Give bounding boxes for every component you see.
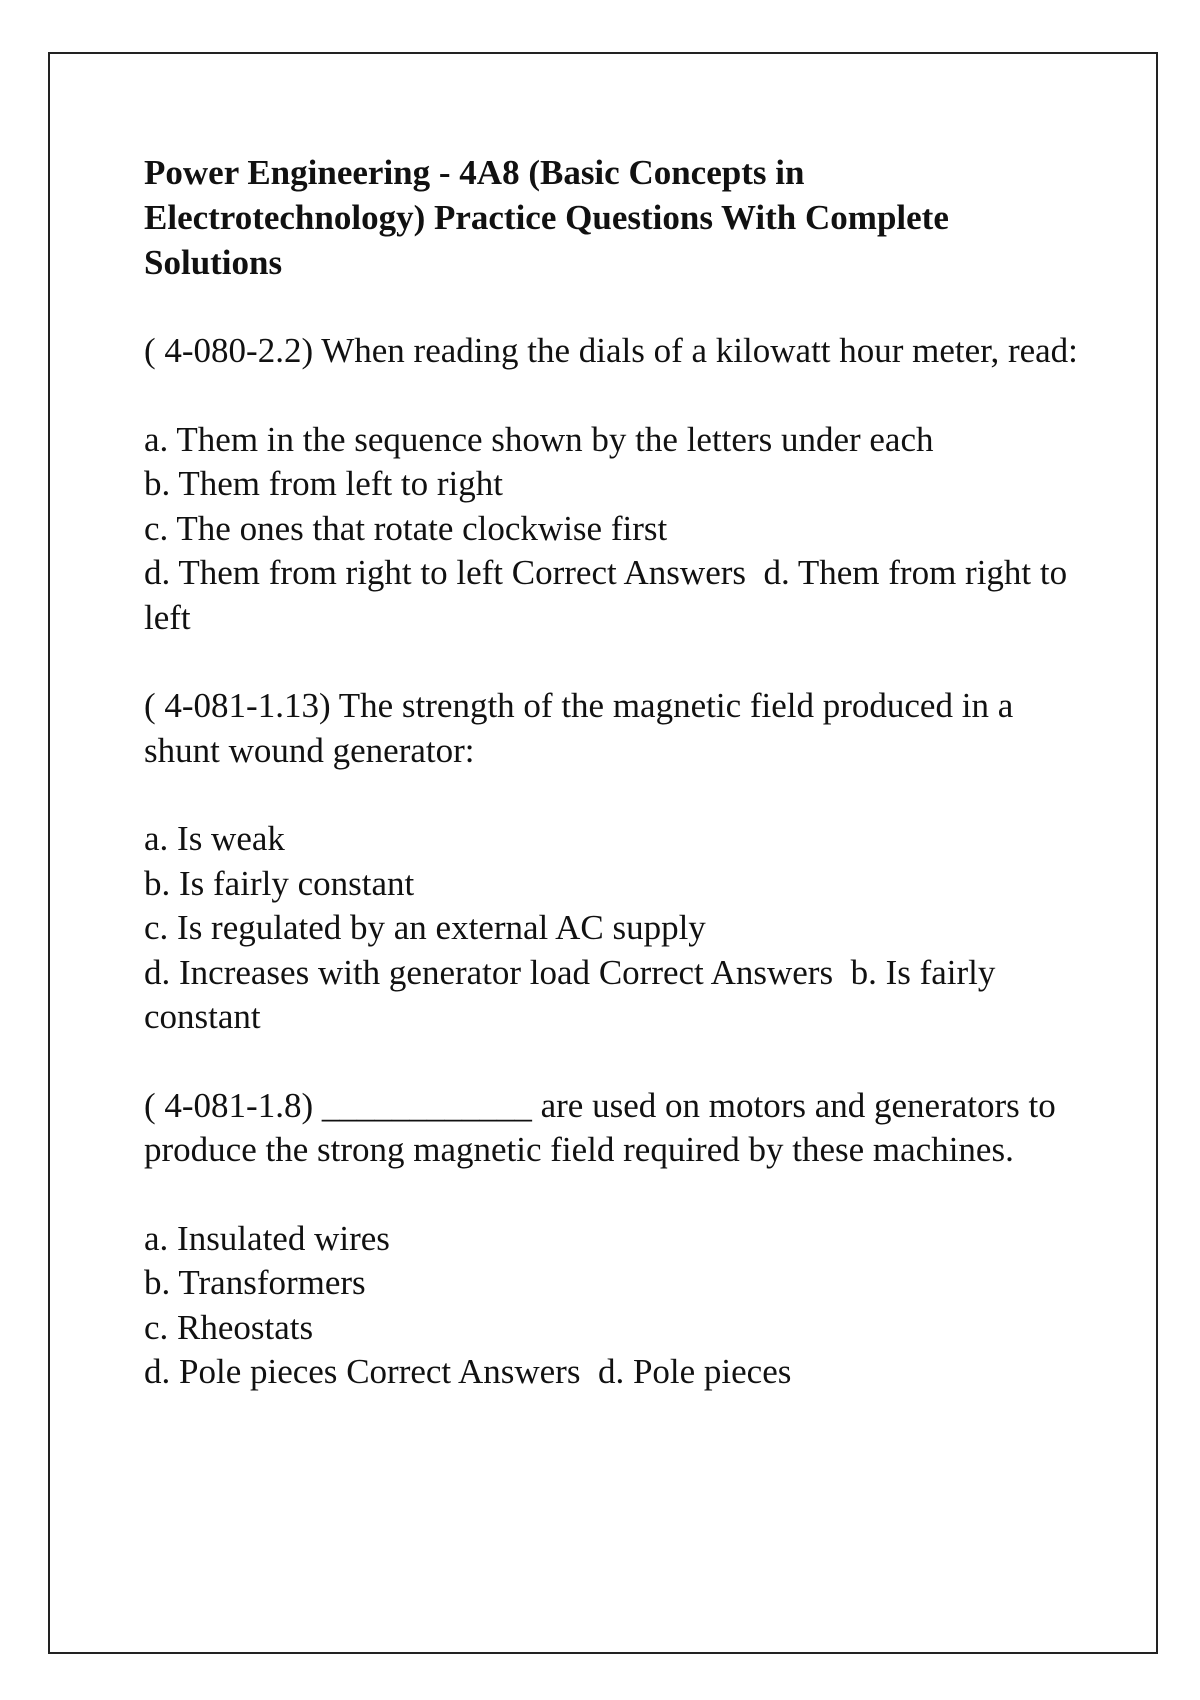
option-d: d. Them from right to left — [144, 553, 504, 592]
option-d: d. Pole pieces — [144, 1352, 338, 1391]
option-c: c. Rheostats — [144, 1307, 314, 1347]
question-stem: ( 4-081-1.8) ____________ are used on motors and generators to produce the strong magnetic field required by these machines. — [144, 1085, 1056, 1169]
page-frame — [48, 52, 1158, 1654]
option-a: a. Insulated wires — [144, 1218, 390, 1258]
question-3 — [144, 1084, 1084, 1395]
question-2 — [144, 684, 1084, 1040]
question-stem: ( 4-081-1.13) The strength of the magnetic field produced in a shunt wound generator: — [144, 686, 1014, 770]
option-d-with-answer — [144, 951, 1084, 1040]
option-d-with-answer — [144, 1350, 1084, 1395]
option-d-with-answer — [144, 551, 1084, 640]
correct-answer: Correct Answers d. Them from right to left — [144, 553, 1076, 637]
option-list — [144, 418, 1084, 641]
option-c: c. The ones that rotate clockwise first — [144, 508, 668, 548]
document-title: Power Engineering - 4A8 (Basic Concepts in Electrotechnology) Practice Questions With Complete Solutions — [144, 153, 949, 282]
question-1 — [144, 329, 1084, 640]
option-b: b. Them from left to right — [144, 464, 504, 503]
question-stem: ( 4-080-2.2) When reading the dials of a kilowatt hour meter, read: — [144, 331, 1078, 370]
option-list — [144, 817, 1084, 1040]
correct-answer: Correct Answers d. Pole pieces — [337, 1352, 792, 1391]
option-d: d. Increases with generator load — [144, 952, 591, 992]
option-c: c. Is regulated by an external AC supply — [144, 908, 706, 947]
option-list — [144, 1217, 1084, 1395]
document-body — [144, 150, 1084, 1439]
correct-answer: Correct Answers b. Is fairly constant — [144, 952, 1005, 1036]
option-b: b. Transformers — [144, 1263, 366, 1302]
option-a: a. Them in the sequence shown by the letters under each — [144, 419, 934, 459]
option-b: b. Is fairly constant — [144, 863, 415, 903]
option-a: a. Is weak — [144, 819, 285, 858]
